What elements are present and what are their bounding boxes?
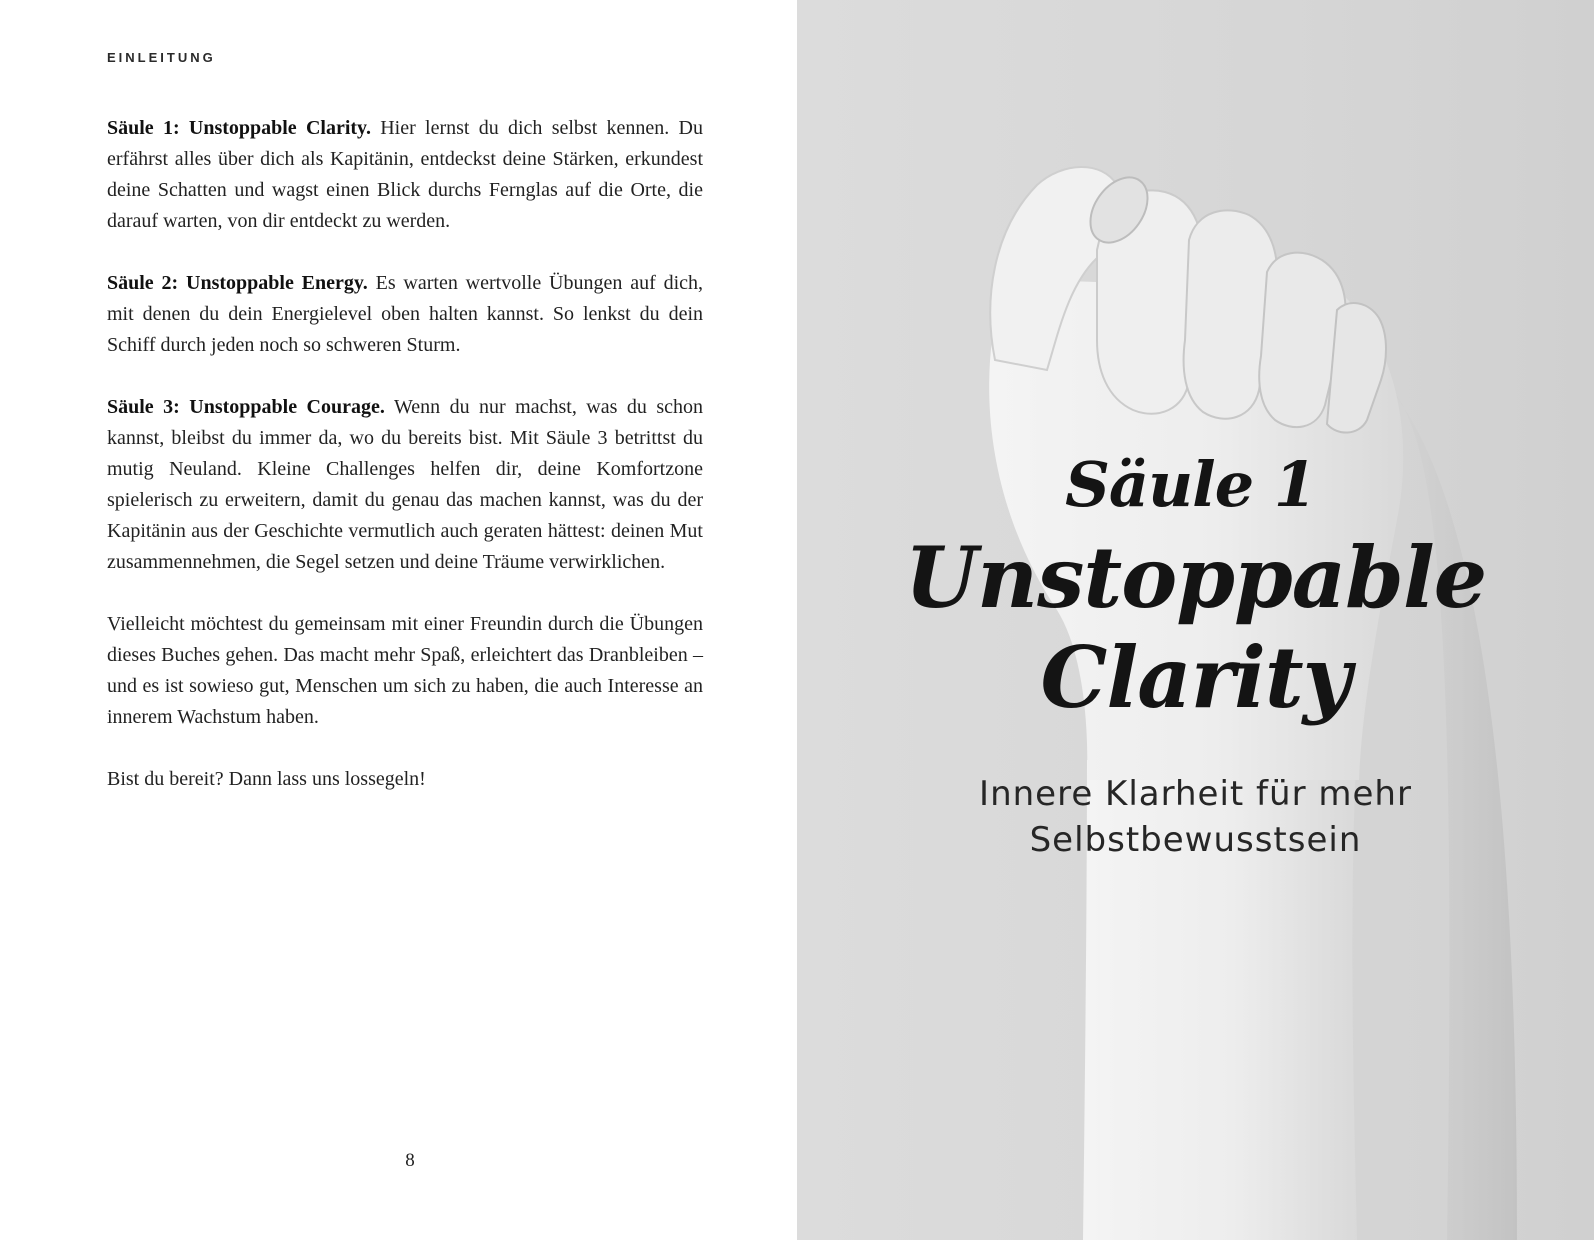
- chapter-title-line-2: Clarity: [1040, 628, 1351, 727]
- chapter-subtitle-line-2: Selbstbewusstsein: [1029, 820, 1362, 860]
- paragraph-text: Hier lernst du dich selbst kennen. Du erfährst alles über dich als Kapitänin, entdeckst deine Stärken, erkundest deine Schatten und wagst einen Blick durchs Fernglas auf die Orte, die darauf warten, von dir entdeckt zu werden.: [107, 117, 703, 232]
- right-page: [797, 0, 1594, 1240]
- paragraph-text: Vielleicht möchtest du gemeinsam mit einer Freundin durch die Übungen dieses Buches gehen. Das macht mehr Spaß, erleichtert das Dranbleiben – und es ist sowieso gut, Menschen um sich zu haben, die auch Interesse an innerem Wachstum haben.: [107, 613, 703, 728]
- body-text: [107, 113, 703, 826]
- paragraph-pillar-1: [107, 113, 703, 237]
- paragraph-text: Es warten wertvolle Übungen auf dich, mit denen du dein Energielevel oben halten kannst. So lenkst du dein Schiff durch jeden noch so schweren Sturm.: [107, 272, 703, 356]
- chapter-kicker: Säule 1: [1065, 448, 1316, 521]
- paragraph-pillar-2: [107, 268, 703, 361]
- paragraph-lead: Säule 1: Unstoppable Clarity.: [107, 117, 371, 139]
- chapter-title-line-1: Unstoppable: [904, 528, 1487, 627]
- paragraph-text: Wenn du nur machst, was du schon kannst, bleibst du immer da, wo du bereits bist. Mit Säule 3 betrittst du mutig Neuland. Kleine Challenges helfen dir, deine Komfortzone spielerisch zu erweitern, damit du genau das machen kannst, was du der Kapitänin aus der Geschichte vermutlich auch geraten hättest: deinen Mut zusammennehmen, die Segel setzen und deine Träume verwirklichen.: [107, 396, 703, 573]
- paragraph-closing: [107, 764, 703, 795]
- running-head: EINLEITUNG: [107, 50, 216, 65]
- page-number: 8: [405, 1150, 415, 1171]
- paragraph-text: Bist du bereit? Dann lass uns lossegeln!: [107, 768, 426, 790]
- paragraph-lead: Säule 2: Unstoppable Energy.: [107, 272, 368, 294]
- chapter-subtitle: [797, 771, 1594, 863]
- paragraph-lead: Säule 3: Unstoppable Courage.: [107, 396, 385, 418]
- chapter-title-block: [797, 445, 1594, 863]
- paragraph-pillar-3: [107, 392, 703, 578]
- paragraph-friend: [107, 609, 703, 733]
- chapter-subtitle-line-1: Innere Klarheit für mehr: [979, 774, 1412, 814]
